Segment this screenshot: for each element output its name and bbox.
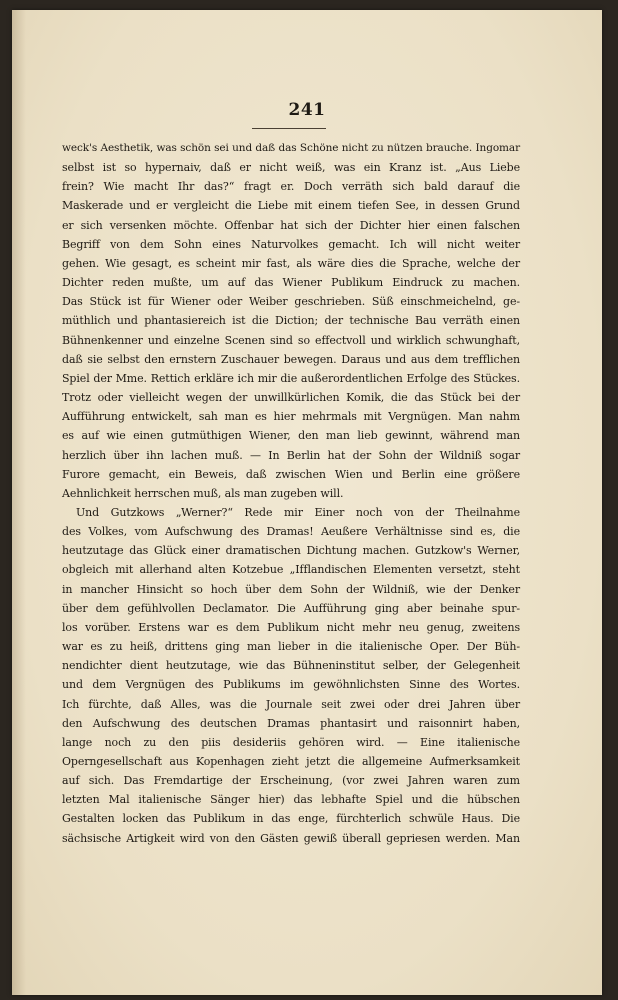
text-line: sächsische Artigkeit wird von den Gästen gewiß überall gepriesen werden. Man	[62, 831, 520, 845]
text-line: Spiel der Mme. Rettich erkläre ich mir die außerordentlichen Erfolge des Stückes.	[62, 371, 520, 385]
text-line: müthlich und phantasiereich ist die Diction; der technische Bau verräth einen	[62, 314, 520, 328]
text-line: Maskerade und er vergleicht die Liebe mit einem tiefen See, in dessen Grund	[62, 199, 520, 213]
text-line: weck's Aesthetik, was schön sei und daß das Schöne nicht zu nützen brauche. Ingomar	[62, 142, 520, 154]
text-line: obgleich mit allerhand alten Kotzebue „Ifflandischen Elementen versetzt, steht	[62, 563, 520, 577]
text-line: letzten Mal italienische Sänger hier) das lebhafte Spiel und die hübschen	[62, 793, 520, 807]
text-line: Furore gemacht, ein Beweis, daß zwischen Wien und Berlin eine größere	[62, 467, 520, 481]
text-line: den Aufschwung des deutschen Dramas phantasirt und raisonnirt haben,	[62, 716, 520, 730]
page-number: 241	[288, 100, 326, 120]
text-line: lange noch zu den piis desideriis gehören wird. — Eine italienische	[62, 735, 520, 749]
text-line: des Volkes, vom Aufschwung des Dramas! Aeußere Verhältnisse sind es, die	[62, 525, 520, 539]
text-line: Aehnlichkeit herrschen muß, als man zugeben will.	[62, 486, 344, 500]
text-line: es auf wie einen gutmüthigen Wiener, den man lieb gewinnt, während man	[62, 429, 520, 443]
text-line: daß sie selbst den ernstern Zuschauer bewegen. Daraus und aus dem trefflichen	[62, 352, 520, 366]
text-line: herzlich über ihn lachen muß. — In Berlin hat der Sohn der Wildniß sogar	[62, 448, 520, 462]
text-line: Operngesellschaft aus Kopenhagen zieht jetzt die allgemeine Aufmerksamkeit	[62, 755, 520, 768]
text-line: Das Stück ist für Wiener oder Weiber geschrieben. Süß einschmeichelnd, ge-	[62, 295, 520, 309]
text-line: Aufführung entwickelt, sah man es hier mehrmals mit Vergnügen. Man nahm	[62, 410, 520, 424]
text-line: Und Gutzkows „Werner?“ Rede mir Einer noch von der Theilnahme	[76, 505, 520, 519]
text-line: nendichter dient heutzutage, wie das Bühneninstitut selber, der Gelegenheit	[62, 659, 520, 673]
text-line: über dem gefühlvollen Declamator. Die Aufführung ging aber beinahe spur-	[62, 601, 520, 615]
text-line: Ich fürchte, daß Alles, was die Journale seit zwei oder drei Jahren über	[62, 697, 520, 711]
text-line: gehen. Wie gesagt, es scheint mir fast, als wäre dies die Sprache, welche der	[62, 256, 520, 270]
text-line: Bühnenkenner und einzelne Scenen sind so effectvoll und wirklich schwunghaft,	[62, 333, 520, 347]
text-line: in mancher Hinsicht so hoch über dem Sohn der Wildniß, wie der Denker	[62, 582, 520, 596]
text-line: er sich versenken möchte. Offenbar hat sich der Dichter hier einen falschen	[62, 218, 520, 232]
text-line: selbst ist so hypernaiv, daß er nicht weiß, was ein Kranz ist. „Aus Liebe	[62, 161, 520, 175]
text-line: war es zu heiß, drittens ging man lieber in die italienische Oper. Der Büh-	[62, 640, 520, 654]
text-line: Gestalten locken das Publikum in das enge, fürchterlich schwüle Haus. Die	[62, 812, 520, 826]
text-line: Begriff von dem Sohn eines Naturvolkes gemacht. Ich will nicht weiter	[62, 237, 520, 251]
text-line: und dem Vergnügen des Publikums im gewöhnlichsten Sinne des Wortes.	[62, 678, 520, 692]
body-text	[62, 139, 520, 848]
text-line: Trotz oder vielleicht wegen der unwillkürlichen Komik, die das Stück bei der	[62, 391, 520, 405]
text-line: heutzutage das Glück einer dramatischen Dichtung machen. Gutzkow's Werner,	[62, 544, 520, 558]
text-line: los vorüber. Erstens war es dem Publikum nicht mehr neu genug, zweitens	[62, 620, 520, 634]
text-line: auf sich. Das Fremdartige der Erscheinung, (vor zwei Jahren waren zum	[62, 774, 520, 788]
page-gutter-shadow	[12, 10, 26, 995]
header-rule	[252, 128, 326, 129]
book-page	[12, 10, 602, 995]
text-line: Dichter reden mußte, um auf das Wiener Publikum Eindruck zu machen.	[62, 276, 520, 290]
text-line: frein? Wie macht Ihr das?“ fragt er. Doch verräth sich bald darauf die	[62, 180, 520, 194]
